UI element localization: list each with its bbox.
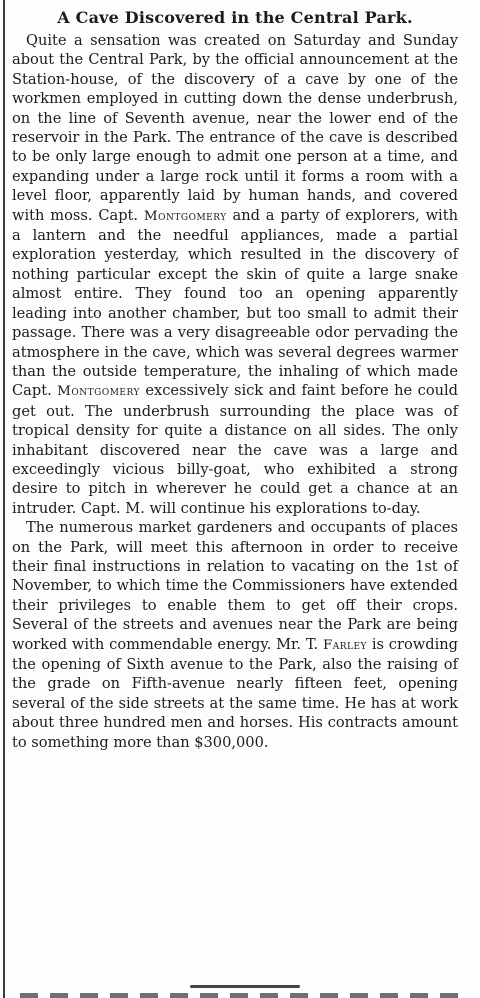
column-rule xyxy=(3,0,5,998)
paragraph-gardeners xyxy=(12,518,458,752)
clipping-edge xyxy=(20,993,460,998)
text-run: The numerous market gardeners and occupants of places on the Park, will meet this afternoon in order to receive their final instructions in relation to vacating on the 1st of November, to which time the Commissioners have extended their privileges to enable them to get off their crops. Several of the streets and avenues near the Park are being worked with commendable energy. Mr. T. xyxy=(12,519,458,653)
headline: A Cave Discovered in the Central Park. xyxy=(57,8,413,27)
name-small-caps: Montgomery xyxy=(57,384,140,400)
text-run: and a party of explorers, with a lantern and the needful appliances, made a partial exploration yesterday, which resulted in the discovery of nothing particular except the skin of quite a large snake almost entire. They found too an opening apparently leading into another chamber, but too small to admit their passage. There was a very disagreeable odor pervading the atmosphere in the cave, which was several degrees warmer than the outside temperature, the inhaling of which made Capt. xyxy=(12,206,458,400)
text-run: excessively sick and faint before he could get out. The underbrush surrounding the place was of tropical density for quite a distance on all sides. The only inhabitant discovered near the cave was a large and exceedingly vicious billy-goat, who exhibited a strong desire to pitch in wherever he could get a chance at an intruder. Capt. M. will continue his explorations to-day. xyxy=(12,382,459,517)
article xyxy=(12,8,458,752)
text-run: Quite a sensation was created on Saturday and Sunday about the Central Park, by the official announcement at the Station-house, of the discovery of a cave by one of the workmen employed in cutting down the dense underbrush, on the line of Seventh avenue, near the lower end of the reservoir in the Park. The entrance of the cave is described to be only large enough to admit one person at a time, and expanding under a large rock until it forms a room with a level floor, apparently laid by human hands, and covered with moss. Capt. xyxy=(12,32,458,224)
paragraph-cave xyxy=(12,31,458,518)
end-rule xyxy=(190,985,300,988)
text-run: is crowding the opening of Sixth avenue to the Park, also the raising of the grade on Fifth-avenue nearly fifteen feet, opening several of the side streets at the same time. He has at work about three hundred men and horses. His contracts amount to something more than $300,000. xyxy=(12,635,458,751)
name-small-caps: Montgomery xyxy=(143,208,227,224)
name-small-caps: Farley xyxy=(322,637,367,653)
